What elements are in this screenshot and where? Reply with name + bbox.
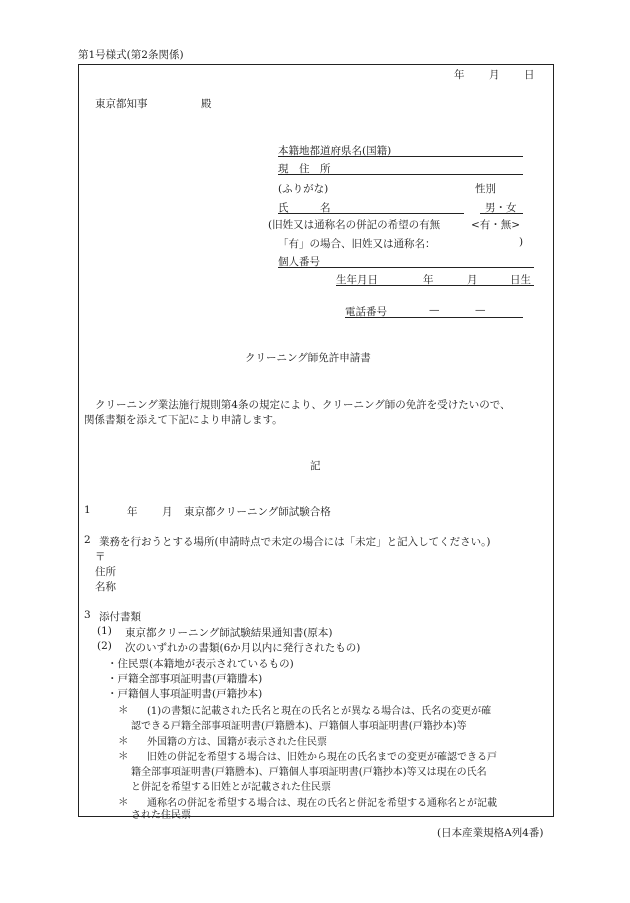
item1-number: 1 [84, 504, 91, 516]
item2-postal: 〒 [95, 551, 106, 563]
intro-line-1: クリーニング業法施行規則第4条の規定により、クリーニング師の免許を受けたいので、 [95, 399, 511, 411]
birth-month: 月 [467, 274, 478, 286]
item1-text: 東京都クリーニング師試験合格 [184, 506, 331, 518]
date-year: 年 [454, 69, 465, 81]
gender-label: 性別 [475, 183, 496, 195]
item2-number: 2 [84, 534, 91, 546]
document-title: クリーニング師免許申請書 [245, 352, 371, 364]
phone-sep-2: — [475, 304, 486, 316]
item3-sub2: 次のいずれかの書類(6か月以内に発行されたもの) [125, 642, 361, 654]
date-month: 月 [489, 69, 500, 81]
birth-label: 生年月日 [336, 274, 378, 286]
note-mark: ＊ [118, 704, 129, 716]
gender-options: 男・女 [485, 202, 517, 214]
item3-sub1: 東京都クリーニング師試験結果通知書(原本) [125, 627, 333, 639]
maiden-option-values: <有・無> [471, 219, 521, 231]
ki-mark: 記 [310, 460, 321, 472]
addressee-name: 東京都知事 [95, 98, 148, 110]
addressee-honorific: 殿 [201, 98, 212, 110]
item1-year: 年 [127, 506, 138, 518]
personal-number-label: 個人番号 [278, 256, 320, 268]
domicile-label: 本籍地都道府県名(国籍) [278, 145, 392, 157]
item2-text: 業務を行おうとする場所(申請時点で未定の場合には「未定」と記入してください。) [99, 536, 491, 548]
date-day: 日 [524, 69, 535, 81]
note-line: (1)の書類に記載された氏名と現在の氏名とが異なる場合は、氏名の変更が確 [147, 706, 492, 717]
note-line: 旧姓の併記を希望する場合は、旧姓から現在の氏名までの変更が確認できる戸 [147, 752, 497, 763]
address-label: 現 住 所 [278, 163, 331, 175]
item3-number: 3 [84, 609, 91, 621]
note-line: 通称名の併記を希望する場合は、現在の氏名と併記を希望する通称名とが記載 [147, 798, 497, 809]
item3-sub1-number: (1) [97, 625, 112, 637]
form-label: 第1号様式(第2条関係) [78, 49, 184, 61]
note-mark: ＊ [118, 750, 129, 762]
item3-bullet: ・戸籍個人事項証明書(戸籍抄本) [107, 688, 263, 700]
item3-sub2-number: (2) [97, 640, 112, 652]
note-line: 認できる戸籍全部事項証明書(戸籍謄本)、戸籍個人事項証明書(戸籍抄本)等 [131, 721, 467, 732]
note-line: と併記を希望する旧姓とが記載された住民票 [131, 782, 331, 793]
footer-note: (日本産業規格A列4番) [437, 827, 544, 839]
maiden-name-label: 「有」の場合、旧姓又は通称名： [278, 238, 436, 250]
maiden-name-close: ) [519, 236, 524, 248]
item3-heading: 添付書類 [99, 611, 141, 623]
furigana-label: (ふりがな) [278, 183, 329, 195]
phone-sep-1: — [429, 304, 440, 316]
note-line: 籍全部事項証明書(戸籍謄本)、戸籍個人事項証明書(戸籍抄本)等又は現在の氏名 [131, 767, 487, 778]
item2-address: 住所 [95, 566, 116, 578]
item2-name: 名称 [95, 581, 116, 593]
birth-year: 年 [423, 274, 434, 286]
note-line: 外国籍の方は、国籍が表示された住民票 [147, 737, 327, 748]
maiden-option-label: (旧姓又は通称名の併記の希望の有無 [268, 219, 441, 231]
note-line: された住民票 [131, 810, 191, 821]
note-mark: ＊ [118, 735, 129, 747]
item1-month: 月 [162, 506, 173, 518]
phone-label: 電話番号 [345, 306, 387, 318]
item3-bullet: ・戸籍全部事項証明書(戸籍謄本) [107, 673, 263, 685]
note-mark: ＊ [118, 796, 129, 808]
item3-bullet: ・住民票(本籍地が表示されているもの) [107, 658, 294, 670]
birth-day: 日生 [510, 274, 531, 286]
name-label: 氏 名 [278, 202, 331, 214]
intro-line-2: 関係書類を添えて下記により申請します。 [84, 414, 283, 426]
